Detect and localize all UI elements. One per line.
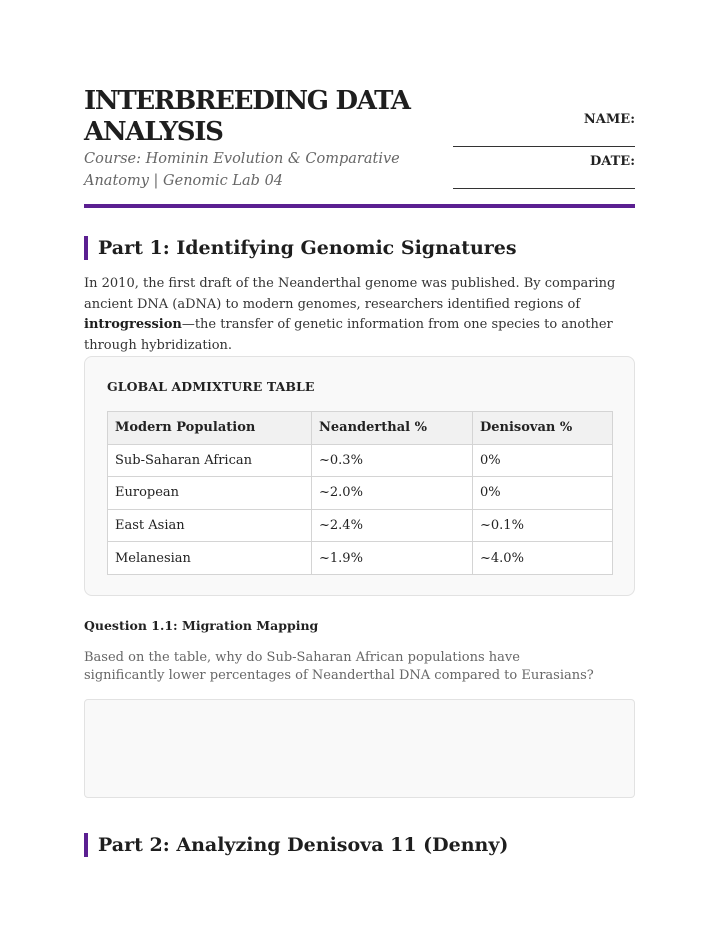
- name-line[interactable]: [453, 146, 635, 147]
- table-cell: ~2.4%: [312, 509, 473, 542]
- question-prompt: Based on the table, why do Sub-Saharan African populations have significantly lower percentages of Neanderthal DNA compared to Eurasians?: [84, 650, 594, 683]
- name-label: NAME:: [583, 112, 635, 127]
- table-cell: 0%: [473, 477, 613, 510]
- part2-heading: Part 2: Analyzing Denisova 11 (Denny): [84, 833, 638, 857]
- table-cell: ~0.3%: [312, 444, 473, 477]
- date-field[interactable]: [453, 154, 635, 196]
- student-fields: [453, 112, 635, 196]
- table-cell: European: [108, 477, 312, 510]
- intro-keyword: introgression: [84, 317, 182, 332]
- column-header: Modern Population: [108, 412, 312, 445]
- question-title: Question 1.1: Migration Mapping: [84, 618, 319, 633]
- column-header: Neanderthal %: [312, 412, 473, 445]
- table-cell: East Asian: [108, 509, 312, 542]
- table-cell: 0%: [473, 444, 613, 477]
- worksheet-title: INTERBREEDING DATA ANALYSIS: [84, 86, 410, 147]
- date-label: DATE:: [589, 154, 635, 169]
- part1-heading: Part 1: Identifying Genomic Signatures: [84, 236, 638, 260]
- table-row: [108, 444, 613, 477]
- table-cell: ~0.1%: [473, 509, 613, 542]
- table-row: [108, 509, 613, 542]
- table-cell: Sub-Saharan African: [108, 444, 312, 477]
- table-cell: ~2.0%: [312, 477, 473, 510]
- answer-box[interactable]: [84, 699, 635, 798]
- intro-text-end: —the transfer of genetic information from one species to another through hybridization.: [84, 317, 613, 353]
- name-field[interactable]: [453, 112, 635, 154]
- table-cell: ~4.0%: [473, 542, 613, 575]
- table-cell: ~1.9%: [312, 542, 473, 575]
- admixture-table-title: GLOBAL ADMIXTURE TABLE: [107, 379, 315, 394]
- admixture-table: [107, 411, 613, 575]
- date-line[interactable]: [453, 188, 635, 189]
- admixture-card: [84, 356, 635, 596]
- table-row: [108, 477, 613, 510]
- intro-text-start: In 2010, the first draft of the Neanderthal genome was published. By comparing ancient DNA (aDNA) to modern genomes, researchers identified regions of: [84, 276, 616, 312]
- table-cell: Melanesian: [108, 542, 312, 575]
- part1-intro: [84, 274, 644, 356]
- header-divider: [84, 204, 635, 208]
- table-header-row: [108, 412, 613, 445]
- column-header: Denisovan %: [473, 412, 613, 445]
- table-row: [108, 542, 613, 575]
- worksheet-header: [84, 86, 635, 206]
- course-subtitle: Course: Hominin Evolution & Comparative Anatomy | Genomic Lab 04: [84, 151, 400, 189]
